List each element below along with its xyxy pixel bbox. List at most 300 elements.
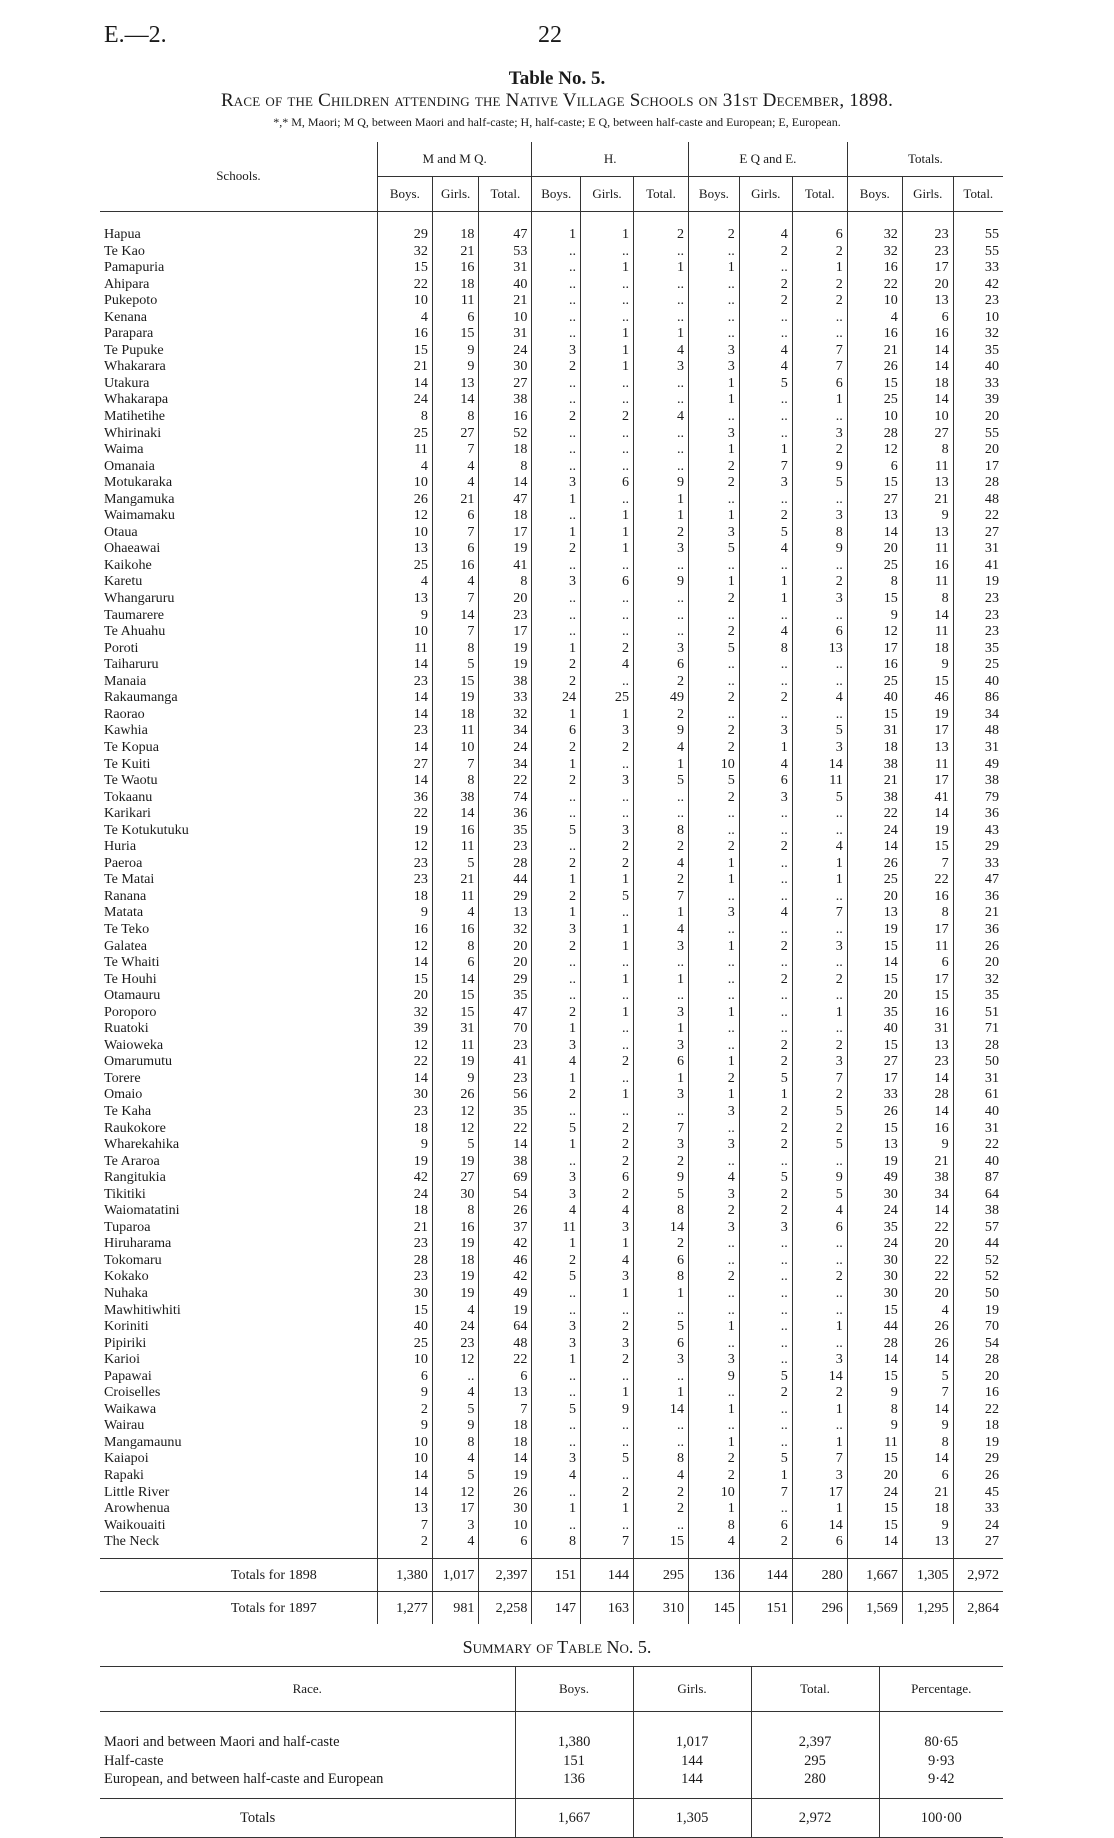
school-name: Tokaanu <box>104 788 153 805</box>
cell-value: 14 <box>479 1450 532 1467</box>
cell-value: 28 <box>847 425 902 442</box>
school-name: Rapaki <box>104 1467 144 1484</box>
table-row <box>100 540 1003 557</box>
cell-value: 16 <box>902 1004 953 1021</box>
cell-value: 23 <box>377 722 432 739</box>
cell-value: .. <box>792 805 847 822</box>
cell-value: 2 <box>633 212 688 243</box>
cell-value: 38 <box>479 1153 532 1170</box>
cell-value: 2 <box>689 689 740 706</box>
cell-value: 22 <box>953 1401 1003 1418</box>
cell-value: 12 <box>377 938 432 955</box>
cell-value: 4 <box>792 838 847 855</box>
cell-value: .. <box>532 954 581 971</box>
table-row <box>100 1318 1003 1335</box>
cell-value: 5 <box>432 1136 479 1153</box>
cell-value: .. <box>532 425 581 442</box>
cell-value: 69 <box>479 1169 532 1186</box>
cell-value: .. <box>792 706 847 723</box>
cell-value: 15 <box>847 706 902 723</box>
cell-value: .. <box>532 1384 581 1401</box>
cell-value: 24 <box>532 689 581 706</box>
cell-value: 4 <box>432 1450 479 1467</box>
cell-value: 3 <box>432 1517 479 1534</box>
cell-value: 3 <box>532 1318 581 1335</box>
school-name: Te Matai <box>104 871 155 888</box>
cell-value: 3 <box>633 1351 688 1368</box>
cell-value: 1 <box>792 1500 847 1517</box>
cell-value: 3 <box>792 739 847 756</box>
cell-value: 2 <box>689 838 740 855</box>
cell-value: 15 <box>847 1517 902 1534</box>
table-row <box>100 971 1003 988</box>
cell-value: 14 <box>633 1219 688 1236</box>
cell-value: 1 <box>532 640 581 657</box>
table-row <box>100 375 1003 392</box>
cell-value: 44 <box>479 871 532 888</box>
cell-value: .. <box>532 623 581 640</box>
cell-value: 4 <box>633 408 688 425</box>
cell-value: 1 <box>689 871 740 888</box>
cell-value: 1 <box>689 855 740 872</box>
cell-value: 18 <box>432 1252 479 1269</box>
cell-value: 9 <box>432 342 479 359</box>
cell-value: 1 <box>792 855 847 872</box>
cell-value: .. <box>581 623 634 640</box>
cell-value: 2 <box>739 1120 792 1137</box>
cell-value: 9 <box>847 1417 902 1434</box>
cell-value: 9 <box>377 607 432 624</box>
school-name: Ohaeawai <box>104 540 161 557</box>
cell-value: .. <box>792 1302 847 1319</box>
summary-totals-row <box>100 1798 1003 1837</box>
cell-value: .. <box>581 309 634 326</box>
school-name: Rangitukia <box>104 1169 166 1186</box>
cell-value: 15 <box>847 1450 902 1467</box>
cell-value: 1 <box>633 904 688 921</box>
cell-value: 33 <box>953 1500 1003 1517</box>
cell-value: .. <box>739 607 792 624</box>
school-name: Tokomaru <box>104 1251 162 1268</box>
cell-value: .. <box>581 1302 634 1319</box>
cell-value: 18 <box>847 739 902 756</box>
school-name: Pamapuria <box>104 259 165 276</box>
total-value: 163 <box>581 1591 634 1624</box>
cell-value: 15 <box>432 673 479 690</box>
cell-value: 3 <box>689 904 740 921</box>
cell-value: 6 <box>633 1335 688 1352</box>
cell-value: 5 <box>432 656 479 673</box>
cell-value: 3 <box>532 474 581 491</box>
cell-value: 87 <box>953 1169 1003 1186</box>
cell-value: 16 <box>902 1120 953 1137</box>
cell-value: 17 <box>953 458 1003 475</box>
cell-value: 23 <box>479 1037 532 1054</box>
cell-value: 15 <box>902 673 953 690</box>
table-row <box>100 1417 1003 1434</box>
school-name: Utakura <box>104 374 150 391</box>
cell-value: 4 <box>377 573 432 590</box>
cell-value: 31 <box>953 1120 1003 1137</box>
cell-value: 13 <box>902 524 953 541</box>
cell-value: 1 <box>581 1384 634 1401</box>
cell-value: 31 <box>479 325 532 342</box>
cell-value: 5 <box>792 722 847 739</box>
cell-value: 23 <box>953 292 1003 309</box>
subheader-total: Total. <box>633 177 688 212</box>
cell-value: 1 <box>689 375 740 392</box>
cell-value: 2 <box>739 1533 792 1558</box>
cell-value: 2 <box>689 623 740 640</box>
cell-value: 11 <box>847 1434 902 1451</box>
cell-value: 25 <box>377 557 432 574</box>
cell-value: 4 <box>432 1384 479 1401</box>
cell-value: 25 <box>377 1335 432 1352</box>
cell-value: 6 <box>432 540 479 557</box>
cell-value: 10 <box>689 756 740 773</box>
cell-value: .. <box>532 458 581 475</box>
cell-value: 19 <box>953 573 1003 590</box>
cell-value: .. <box>581 441 634 458</box>
cell-value: 2 <box>532 408 581 425</box>
cell-value: 10 <box>902 408 953 425</box>
table-row <box>100 954 1003 971</box>
cell-value: 1 <box>689 938 740 955</box>
cell-value: 6 <box>902 954 953 971</box>
cell-value: 16 <box>479 408 532 425</box>
cell-value: 23 <box>479 838 532 855</box>
cell-value: 23 <box>902 243 953 260</box>
table-row <box>100 1500 1003 1517</box>
cell-value: 22 <box>479 772 532 789</box>
cell-value: 1 <box>532 1235 581 1252</box>
table-row <box>100 1252 1003 1269</box>
table-row <box>100 507 1003 524</box>
cell-value: 23 <box>377 1103 432 1120</box>
school-name: Te Araroa <box>104 1152 160 1169</box>
cell-value: 3 <box>633 358 688 375</box>
cell-value: 20 <box>953 441 1003 458</box>
cell-value: 53 <box>479 243 532 260</box>
table-row <box>100 441 1003 458</box>
cell-value: 14 <box>377 656 432 673</box>
cell-value: 3 <box>633 1037 688 1054</box>
cell-value: 8 <box>432 640 479 657</box>
cell-value: 3 <box>792 938 847 955</box>
cell-value: 26 <box>479 1202 532 1219</box>
cell-value: 50 <box>953 1053 1003 1070</box>
cell-value: 13 <box>792 640 847 657</box>
cell-value: 3 <box>739 474 792 491</box>
cell-value: 1 <box>689 1401 740 1418</box>
cell-value: 2 <box>792 1037 847 1054</box>
cell-value: .. <box>792 325 847 342</box>
cell-value: .. <box>581 1517 634 1534</box>
cell-value: 13 <box>902 474 953 491</box>
cell-value: 30 <box>847 1186 902 1203</box>
cell-value: .. <box>532 838 581 855</box>
cell-value: 5 <box>739 375 792 392</box>
cell-value: .. <box>581 1467 634 1484</box>
cell-value: .. <box>739 954 792 971</box>
cell-value: 9 <box>432 1070 479 1087</box>
total-value: 295 <box>633 1558 688 1591</box>
cell-value: .. <box>581 590 634 607</box>
cell-value: 13 <box>377 590 432 607</box>
cell-value: 48 <box>479 1335 532 1352</box>
cell-value: .. <box>633 805 688 822</box>
cell-value: 26 <box>479 1484 532 1501</box>
school-name: Galatea <box>104 937 148 954</box>
cell-value: 9 <box>689 1368 740 1385</box>
table-row <box>100 607 1003 624</box>
cell-value: 1 <box>581 1235 634 1252</box>
cell-value: 8 <box>479 458 532 475</box>
cell-value: 3 <box>792 1351 847 1368</box>
table-row <box>100 739 1003 756</box>
cell-value: 4 <box>739 540 792 557</box>
summary-boys: 136 <box>515 1770 633 1798</box>
cell-value: 20 <box>377 987 432 1004</box>
cell-value: 1 <box>581 358 634 375</box>
table-row <box>100 1517 1003 1534</box>
cell-value: 22 <box>377 1053 432 1070</box>
school-name: Poroti <box>104 639 139 656</box>
cell-value: 8 <box>902 590 953 607</box>
cell-value: 4 <box>792 689 847 706</box>
cell-value: .. <box>581 987 634 1004</box>
cell-value: 20 <box>479 590 532 607</box>
cell-value: 9 <box>902 656 953 673</box>
cell-value: 22 <box>847 805 902 822</box>
cell-value: 8 <box>847 1401 902 1418</box>
cell-value: 9 <box>377 1417 432 1434</box>
cell-value: 31 <box>432 1020 479 1037</box>
cell-value: 3 <box>581 1335 634 1352</box>
cell-value: 2 <box>739 1202 792 1219</box>
cell-value: 20 <box>902 1235 953 1252</box>
cell-value: 2 <box>581 1318 634 1335</box>
cell-value: 2 <box>633 838 688 855</box>
cell-value: 9 <box>902 1517 953 1534</box>
total-value: 1,569 <box>847 1591 902 1624</box>
cell-value: .. <box>689 1417 740 1434</box>
cell-value: 23 <box>377 855 432 872</box>
cell-value: 1 <box>633 971 688 988</box>
cell-value: 7 <box>432 590 479 607</box>
cell-value: 11 <box>432 838 479 855</box>
cell-value: 21 <box>377 358 432 375</box>
summary-total-total: 2,972 <box>751 1798 879 1837</box>
cell-value: 47 <box>953 871 1003 888</box>
cell-value: 47 <box>479 212 532 243</box>
cell-value: 27 <box>847 1053 902 1070</box>
cell-value: 7 <box>432 524 479 541</box>
cell-value: .. <box>633 623 688 640</box>
cell-value: 5 <box>792 1103 847 1120</box>
cell-value: 2 <box>581 1186 634 1203</box>
school-name: Ahipara <box>104 275 150 292</box>
cell-value: 16 <box>377 921 432 938</box>
cell-value: 10 <box>377 1434 432 1451</box>
cell-value: .. <box>689 292 740 309</box>
cell-value: 9 <box>902 1417 953 1434</box>
cell-value: 28 <box>902 1086 953 1103</box>
cell-value: .. <box>739 1252 792 1269</box>
cell-value: .. <box>532 1484 581 1501</box>
cell-value: 8 <box>902 441 953 458</box>
summary-boys: 151 <box>515 1752 633 1771</box>
cell-value: 23 <box>479 607 532 624</box>
cell-value: 30 <box>479 358 532 375</box>
cell-value: 12 <box>432 1484 479 1501</box>
cell-value: 2 <box>739 1053 792 1070</box>
cell-value: .. <box>581 391 634 408</box>
cell-value: 2 <box>739 1136 792 1153</box>
cell-value: 14 <box>847 838 902 855</box>
cell-value: 7 <box>792 1450 847 1467</box>
cell-value: 8 <box>432 1202 479 1219</box>
summary-race: European, and between half-caste and European <box>104 1771 384 1787</box>
cell-value: 26 <box>432 1086 479 1103</box>
cell-value: 41 <box>479 1053 532 1070</box>
school-name: Kaikohe <box>104 556 152 573</box>
cell-value: 10 <box>377 623 432 640</box>
cell-value: 22 <box>953 507 1003 524</box>
cell-value: 21 <box>432 491 479 508</box>
cell-value: 23 <box>953 623 1003 640</box>
cell-value: 1 <box>739 1086 792 1103</box>
cell-value: 26 <box>902 1318 953 1335</box>
cell-value: .. <box>532 259 581 276</box>
cell-value: 40 <box>953 1103 1003 1120</box>
table-row <box>100 871 1003 888</box>
cell-value: .. <box>689 656 740 673</box>
cell-value: 2 <box>633 524 688 541</box>
table-number: Table No. 5. <box>508 68 606 89</box>
totals-label: Totals for 1897 <box>100 1591 377 1624</box>
cell-value: 25 <box>847 391 902 408</box>
cell-value: 5 <box>792 789 847 806</box>
school-name: Tikitiki <box>104 1185 146 1202</box>
cell-value: 49 <box>847 1169 902 1186</box>
cell-value: 25 <box>847 673 902 690</box>
cell-value: 11 <box>902 573 953 590</box>
cell-value: .. <box>689 921 740 938</box>
cell-value: 18 <box>953 1417 1003 1434</box>
cell-value: 50 <box>953 1285 1003 1302</box>
cell-value: 4 <box>532 1467 581 1484</box>
cell-value: 14 <box>479 474 532 491</box>
cell-value: 5 <box>739 1368 792 1385</box>
subheader-girls: Girls. <box>581 177 634 212</box>
cell-value: 5 <box>792 474 847 491</box>
cell-value: 15 <box>377 342 432 359</box>
subheader-girls: Girls. <box>902 177 953 212</box>
cell-value: 15 <box>847 1037 902 1054</box>
cell-value: 20 <box>953 954 1003 971</box>
cell-value: 14 <box>847 1533 902 1558</box>
cell-value: 9 <box>432 1417 479 1434</box>
cell-value: 71 <box>953 1020 1003 1037</box>
cell-value: 14 <box>902 1401 953 1418</box>
cell-value: 14 <box>377 375 432 392</box>
cell-value: 30 <box>847 1252 902 1269</box>
cell-value: 1 <box>633 1384 688 1401</box>
cell-value: .. <box>792 1335 847 1352</box>
cell-value: 8 <box>633 1268 688 1285</box>
cell-value: 2 <box>739 276 792 293</box>
cell-value: 9 <box>377 1384 432 1401</box>
cell-value: 1 <box>532 524 581 541</box>
cell-value: .. <box>689 1235 740 1252</box>
cell-value: 1 <box>532 1070 581 1087</box>
school-name: Te Kao <box>104 242 145 259</box>
cell-value: 11 <box>377 441 432 458</box>
cell-value: 32 <box>847 243 902 260</box>
cell-value: 30 <box>377 1285 432 1302</box>
cell-value: 30 <box>479 1500 532 1517</box>
school-name: Kawhia <box>104 722 148 739</box>
cell-value: 1 <box>581 1004 634 1021</box>
total-value: 1,380 <box>377 1558 432 1591</box>
cell-value: .. <box>581 1020 634 1037</box>
summary-total: 280 <box>751 1770 879 1798</box>
summary-header: Race. <box>100 1667 515 1712</box>
cell-value: 10 <box>377 1351 432 1368</box>
summary-header: Boys. <box>515 1667 633 1712</box>
cell-value: .. <box>532 1368 581 1385</box>
cell-value: 9 <box>377 1136 432 1153</box>
cell-value: 14 <box>902 342 953 359</box>
cell-value: 19 <box>432 1053 479 1070</box>
cell-value: 7 <box>902 1384 953 1401</box>
cell-value: .. <box>633 607 688 624</box>
school-name: Kaiapoi <box>104 1450 149 1467</box>
cell-value: 2 <box>581 1153 634 1170</box>
table-row <box>100 1268 1003 1285</box>
summary-table <box>100 1666 1003 1838</box>
cell-value: 18 <box>479 1434 532 1451</box>
cell-value: 3 <box>532 573 581 590</box>
cell-value: .. <box>532 325 581 342</box>
table-row <box>100 1533 1003 1558</box>
cell-value: .. <box>689 1384 740 1401</box>
cell-value: 1 <box>739 573 792 590</box>
cell-value: 2 <box>633 706 688 723</box>
cell-value: 3 <box>633 540 688 557</box>
cell-value: 11 <box>902 623 953 640</box>
table-row <box>100 1004 1003 1021</box>
cell-value: 1 <box>739 1467 792 1484</box>
cell-value: 44 <box>953 1235 1003 1252</box>
cell-value: .. <box>792 1235 847 1252</box>
cell-value: 16 <box>953 1384 1003 1401</box>
cell-value: 2 <box>633 1235 688 1252</box>
cell-value: 26 <box>953 938 1003 955</box>
cell-value: 25 <box>847 871 902 888</box>
summary-girls: 1,017 <box>633 1712 751 1752</box>
cell-value: .. <box>739 871 792 888</box>
table-row <box>100 309 1003 326</box>
cell-value: 8 <box>432 1434 479 1451</box>
cell-value: 61 <box>953 1086 1003 1103</box>
table-row <box>100 1484 1003 1501</box>
cell-value: 9 <box>902 1136 953 1153</box>
cell-value: .. <box>739 656 792 673</box>
cell-value: 23 <box>953 590 1003 607</box>
cell-value: 33 <box>953 855 1003 872</box>
